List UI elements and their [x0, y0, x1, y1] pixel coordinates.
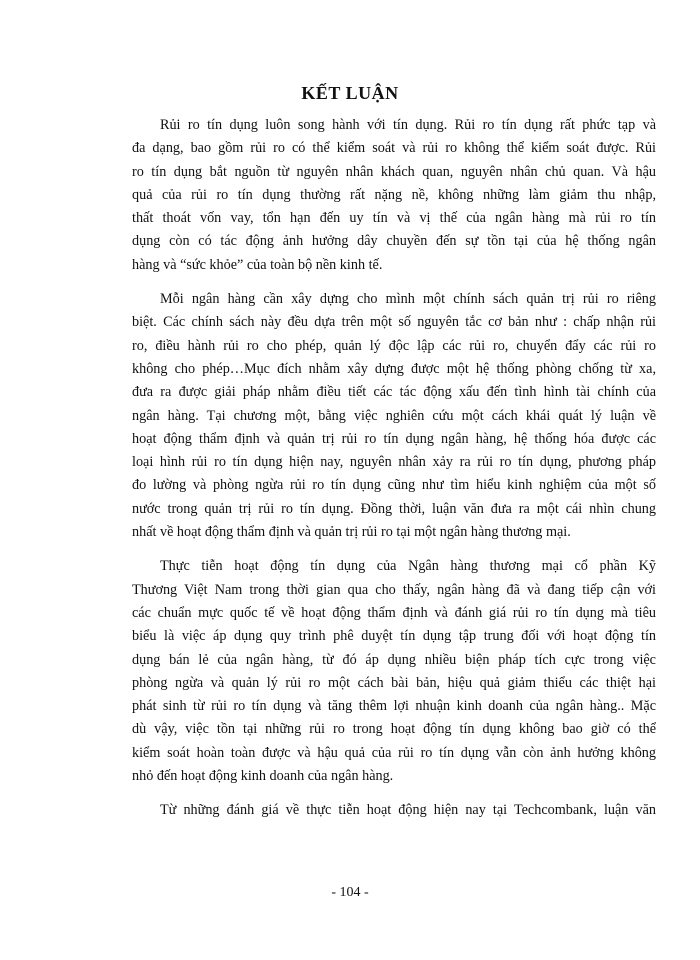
text-line: kiểm soát hoàn toàn được và hậu quả của rủi ro tín dụng vẫn còn ảnh hưởng không [132, 744, 656, 761]
paragraph-2 [132, 288, 656, 544]
text-line: Mỗi ngân hàng cần xây dựng cho mình một chính sách quản trị rủi ro riêng [160, 291, 656, 308]
text-line: Rủi ro tín dụng luôn song hành với tín dụng. Rủi ro tín dụng rất phức tạp và [160, 117, 656, 133]
text-line: các chuẩn mực quốc tế về hoạt động thẩm định và đánh giá rủi ro tín dụng mà tiêu [132, 604, 656, 621]
text-line: ro tín dụng bắt nguồn từ nguyên nhân khách quan, nguyên nhân chủ quan. Và hậu [132, 163, 656, 180]
text-line: hàng và “sức khỏe” của toàn bộ nền kinh tế. [132, 256, 383, 273]
text-line: nhất về hoạt động thẩm định và quản trị rủi ro tại một ngân hàng thương mại. [132, 524, 571, 541]
text-line: đa dạng, bao gồm rủi ro có thể kiểm soát và rủi ro không thể kiểm soát được. Rủi [132, 140, 656, 157]
text-line: dụng bán lẻ của ngân hàng, từ đó áp dụng nhiều biện pháp tích cực trong việc [132, 651, 656, 668]
text-line: thất thoát vốn vay, tổn hạn đến uy tín và vị thế của ngân hàng mà rủi ro tín [132, 210, 656, 227]
paragraph-1 [132, 114, 656, 277]
text-line: loại hình rủi ro tín dụng hiện nay, nguyên nhân xảy ra rủi ro tín dụng, phương pháp [132, 454, 656, 471]
paragraph-3 [132, 555, 656, 788]
text-line: biểu là việc áp dụng quy trình phê duyệt tín dụng tập trung đối với hoạt động tín [132, 628, 656, 645]
text-line: nước trong quản trị rủi ro tín dụng. Đồng thời, luận văn đưa ra một cái nhìn chung [132, 500, 656, 517]
text-line: biệt. Các chính sách này đều dựa trên một số nguyên tắc cơ bản như : chấp nhận rủi [132, 314, 656, 331]
paragraph-4 [132, 799, 656, 822]
page-title: KẾT LUẬN [301, 83, 399, 103]
text-line: dụng còn có tác động ảnh hưởng dây chuyền đến sự tồn tại của hệ thống ngân [132, 233, 656, 250]
text-line: phát sinh từ rủi ro tín dụng và tăng thêm lợi nhuận kinh doanh của ngân hàng.. Mặc [132, 698, 656, 715]
text-line: phòng ngừa và quản lý rủi ro một cách bài bản, hiệu quả giảm thiểu các thiệt hại [132, 674, 656, 691]
text-line: ngân hàng. Tại chương một, bằng việc nghiên cứu một cách khái quát lý luận về [132, 407, 656, 424]
page-number: - 104 - [331, 885, 369, 900]
text-line: Thương Việt Nam trong thời gian qua cho thấy, ngân hàng đã và đang tiếp cận với [132, 581, 656, 598]
text-line: Từ những đánh giá về thực tiễn hoạt động hiện nay tại Techcombank, luận văn [160, 802, 656, 819]
text-line: Thực tiễn hoạt động tín dụng của Ngân hàng thương mại cổ phần Kỹ [160, 558, 656, 575]
text-line: đo lường và phòng ngừa rủi ro tín dụng cũng như tìm hiểu kinh nghiệm của một số [132, 477, 656, 494]
text-line: đưa ra được giải pháp nhằm điều tiết các tác động xấu đến tình hình tài chính của [132, 384, 656, 401]
text-line: nhỏ đến hoạt động kinh doanh của ngân hàng. [132, 768, 394, 785]
text-line: không cho phép…Mục đích nhằm xây dựng được một hệ thống phòng chống từ xa, [132, 360, 656, 377]
text-line: ro, điều hành rủi ro cho phép, quản lý độc lập các rủi ro, chuyển đẩy các rủi ro [132, 337, 656, 354]
text-line: dù vậy, việc tồn tại những rủi ro trong hoạt động tín dụng không bao giờ có thể [132, 721, 656, 738]
text-line: quả của rủi ro tín dụng thường rất nặng nề, không những làm giảm thu nhập, [132, 186, 656, 203]
text-line: hoạt động thẩm định và quản trị rủi ro tín dụng ngân hàng, hệ thống hóa được các [132, 430, 656, 447]
document-body [132, 114, 656, 834]
